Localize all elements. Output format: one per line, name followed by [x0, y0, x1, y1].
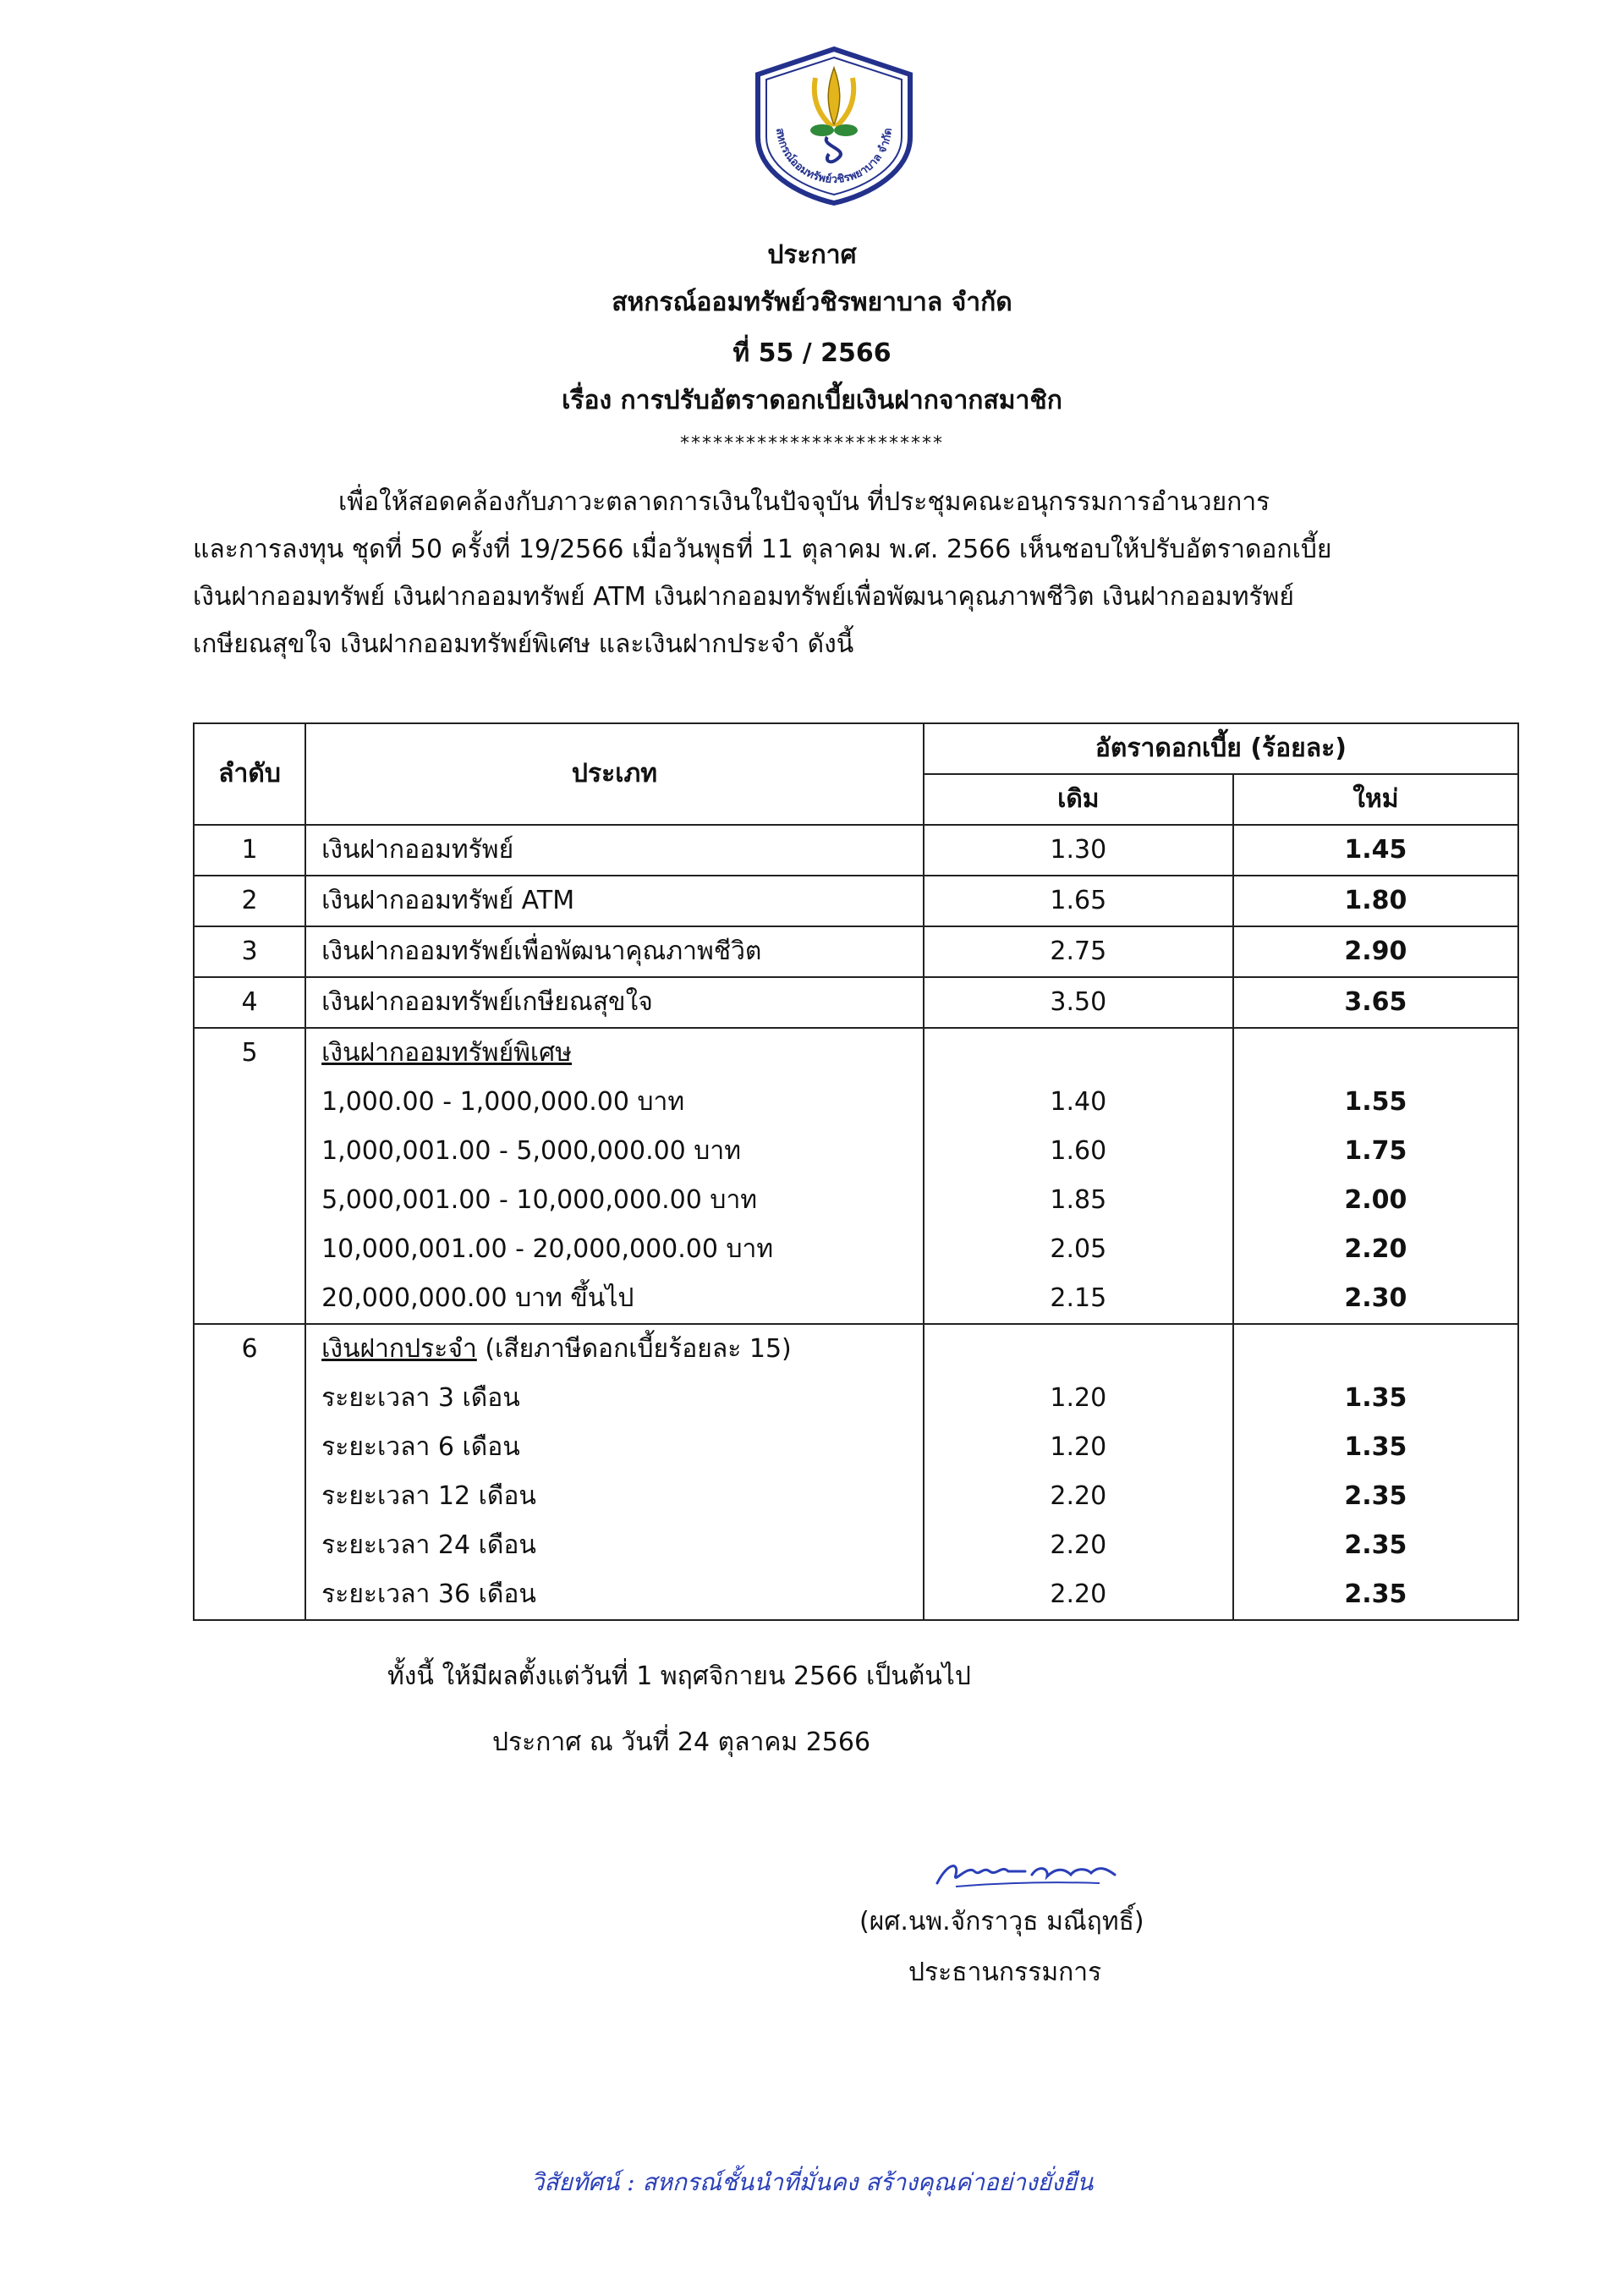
row-no: 5 [241, 1038, 258, 1068]
tier-label: 1,000,001.00 - 5,000,000.00 บาท [321, 1136, 741, 1166]
row-type: เงินฝากออมทรัพย์เพื่อพัฒนาคุณภาพชีวิต [305, 926, 924, 977]
header-no: ลำดับ [194, 723, 305, 825]
term-label: ระยะเวลา 3 เดือน [321, 1383, 520, 1413]
term-new-rate: 1.35 [1344, 1383, 1407, 1413]
row-type: เงินฝากออมทรัพย์ [305, 825, 924, 876]
tier-old-rate: 2.05 [1050, 1234, 1107, 1264]
tier-label: 20,000,000.00 บาท ขึ้นไป [321, 1283, 634, 1313]
row-no: 1 [194, 825, 305, 876]
signer-name: (ผศ.นพ.จักราวุธ มณีฤทธิ์) [859, 1907, 1144, 1936]
table-row [194, 876, 1518, 926]
tier-new-rate: 2.30 [1344, 1283, 1407, 1313]
row-old-rate: 1.65 [924, 876, 1233, 926]
row-new-rate: 2.90 [1233, 926, 1518, 977]
term-new-rate: 2.35 [1344, 1579, 1407, 1609]
signer-position: ประธานกรรมการ [908, 1958, 1102, 1987]
row-type: เงินฝากออมทรัพย์ ATM [305, 876, 924, 926]
table-row [194, 977, 1518, 1028]
term-label: ระยะเวลา 12 เดือน [321, 1481, 536, 1511]
intro-line-2: และการลงทุน ชุดที่ 50 ครั้งที่ 19/2566 เมื่อวันพุธที่ 11 ตุลาคม พ.ศ. 2566 เห็นชอบให้ปรับอัตราดอกเบี้ย [193, 535, 1332, 564]
doc-subject: เรื่อง การปรับอัตราดอกเบี้ยเงินฝากจากสมาชิก [562, 386, 1062, 415]
announcement-date: ประกาศ ณ วันที่ 24 ตุลาคม 2566 [492, 1727, 871, 1757]
doc-title: ประกาศ [767, 240, 857, 270]
term-old-rate: 2.20 [1050, 1481, 1107, 1511]
row-old-rate: 2.75 [924, 926, 1233, 977]
special-title: เงินฝากออมทรัพย์พิเศษ [321, 1038, 572, 1068]
row-no: 2 [194, 876, 305, 926]
header-rate: อัตราดอกเบี้ย (ร้อยละ) [924, 723, 1518, 774]
fixed-title: เงินฝากประจำ [321, 1334, 477, 1364]
term-old-rate: 1.20 [1050, 1383, 1107, 1413]
vision-statement: วิสัยทัศน์ : สหกรณ์ชั้นนำที่มั่นคง สร้างคุณค่าอย่างยั่งยืน [530, 2168, 1094, 2196]
term-new-rate: 1.35 [1344, 1432, 1407, 1462]
header-old: เดิม [924, 774, 1233, 825]
table-row-special-savings [194, 1028, 1518, 1324]
term-new-rate: 2.35 [1344, 1530, 1407, 1560]
term-old-rate: 1.20 [1050, 1432, 1107, 1462]
row-new-rate: 1.80 [1233, 876, 1518, 926]
tier-new-rate: 2.20 [1344, 1234, 1407, 1264]
row-no: 4 [194, 977, 305, 1028]
term-label: ระยะเวลา 24 เดือน [321, 1530, 536, 1560]
term-old-rate: 2.20 [1050, 1530, 1107, 1560]
interest-rate-table [193, 722, 1519, 1621]
row-type: เงินฝากออมทรัพย์เกษียณสุขใจ [305, 977, 924, 1028]
term-label: ระยะเวลา 36 เดือน [321, 1579, 536, 1609]
intro-line-1: เพื่อให้สอดคล้องกับภาวะตลาดการเงินในปัจจุบัน ที่ประชุมคณะอนุกรรมการอำนวยการ [338, 487, 1270, 517]
tier-label: 5,000,001.00 - 10,000,000.00 บาท [321, 1185, 758, 1215]
cooperative-logo [744, 44, 924, 206]
tier-old-rate: 1.60 [1050, 1136, 1107, 1166]
row-new-rate: 1.45 [1233, 825, 1518, 876]
fixed-tax-note: (เสียภาษีดอกเบี้ยร้อยละ 15) [476, 1334, 792, 1364]
header-new: ใหม่ [1233, 774, 1518, 825]
tier-label: 10,000,001.00 - 20,000,000.00 บาท [321, 1234, 774, 1264]
term-new-rate: 2.35 [1344, 1481, 1407, 1511]
row-no: 6 [241, 1334, 258, 1364]
effective-date: ทั้งนี้ ให้มีผลตั้งแต่วันที่ 1 พฤศจิกายน 2566 เป็นต้นไป [387, 1662, 971, 1691]
tier-new-rate: 1.75 [1344, 1136, 1407, 1166]
doc-number: ที่ 55 / 2566 [732, 338, 892, 368]
tier-old-rate: 1.40 [1050, 1087, 1107, 1117]
row-new-rate: 3.65 [1233, 977, 1518, 1028]
tier-old-rate: 1.85 [1050, 1185, 1107, 1215]
seal-text: สหกรณ์ออมทรัพย์วชิรพยาบาล จำกัด [773, 127, 895, 187]
row-old-rate: 3.50 [924, 977, 1233, 1028]
org-name: สหกรณ์ออมทรัพย์วชิรพยาบาล จำกัด [612, 288, 1012, 317]
table-row [194, 926, 1518, 977]
row-no: 3 [194, 926, 305, 977]
intro-line-3: เงินฝากออมทรัพย์ เงินฝากออมทรัพย์ ATM เงินฝากออมทรัพย์เพื่อพัฒนาคุณภาพชีวิต เงินฝากออมทรัพย์ [193, 582, 1295, 612]
term-label: ระยะเวลา 6 เดือน [321, 1432, 520, 1462]
table-row-fixed-deposit [194, 1324, 1518, 1620]
term-old-rate: 2.20 [1050, 1579, 1107, 1609]
separator-stars: ************************ [680, 433, 944, 454]
tier-old-rate: 2.15 [1050, 1283, 1107, 1313]
table-row [194, 825, 1518, 876]
header-type: ประเภท [305, 723, 924, 825]
tier-new-rate: 2.00 [1344, 1185, 1407, 1215]
tier-new-rate: 1.55 [1344, 1087, 1407, 1117]
signature [930, 1846, 1125, 1897]
intro-line-4: เกษียณสุขใจ เงินฝากออมทรัพย์พิเศษ และเงินฝากประจำ ดังนี้ [193, 629, 854, 659]
row-old-rate: 1.30 [924, 825, 1233, 876]
tier-label: 1,000.00 - 1,000,000.00 บาท [321, 1087, 685, 1117]
